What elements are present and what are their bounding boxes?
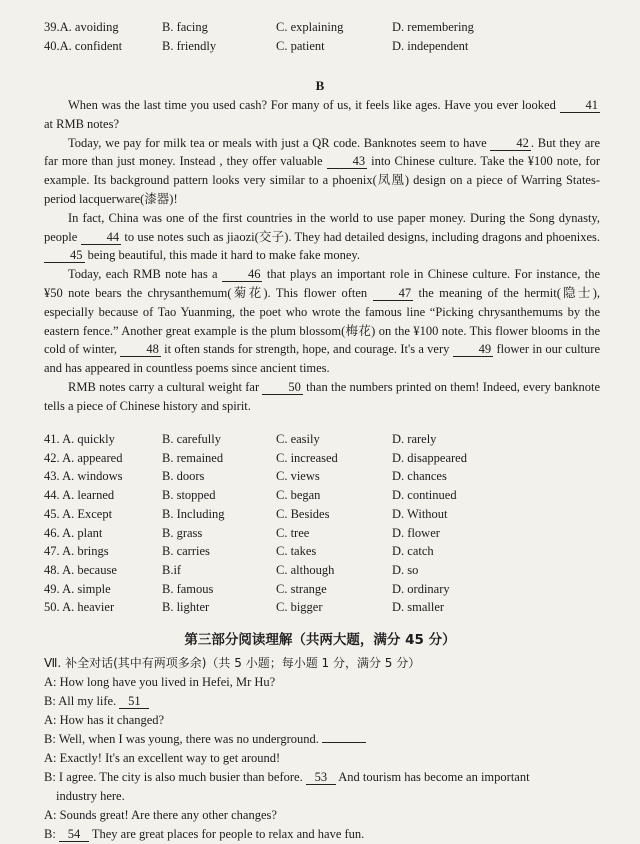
option-a: 42. A. appeared	[44, 450, 123, 465]
option-row	[0, 598, 640, 616]
blank-45: 45	[44, 248, 85, 263]
option-c: C. takes	[276, 544, 317, 559]
option-b: B. stopped	[162, 488, 216, 503]
option-40-c: C. patient	[276, 39, 325, 53]
option-row	[0, 505, 640, 523]
option-c: C. easily	[276, 432, 320, 446]
option-b: B. carries	[162, 544, 210, 559]
blank-44: 44	[81, 230, 122, 245]
option-d: D. chances	[392, 469, 447, 484]
option-row	[0, 542, 640, 560]
option-b: B. lighter	[162, 600, 210, 615]
dialogue-line-4: B: Well, when I was young, there was no underground.	[44, 730, 604, 749]
option-b: B. famous	[162, 581, 214, 596]
blank-47: 47	[373, 286, 414, 301]
blank-53: 53	[306, 770, 336, 785]
part3-title: 第三部分阅读理解（共两大题，满分 45 分）	[184, 632, 456, 648]
blank-43: 43	[327, 154, 368, 169]
option-40-a: 40.A. confident	[44, 39, 123, 53]
option-row	[0, 449, 640, 467]
option-a: 41. A. quickly	[44, 432, 115, 446]
dialogue-line-3: A: How has it changed?	[44, 713, 165, 727]
option-d: D. Without	[392, 506, 448, 521]
option-a: 49. A. simple	[44, 581, 111, 596]
option-row-39	[0, 18, 640, 36]
option-b: B. doors	[162, 469, 205, 484]
blank-48: 48	[120, 342, 161, 357]
option-d: D. rarely	[392, 432, 437, 446]
option-b: B. Including	[162, 506, 225, 521]
option-39-d: D. remembering	[392, 20, 474, 34]
blank-46: 46	[222, 267, 263, 282]
blank-52	[322, 742, 366, 743]
option-d: D. disappeared	[392, 450, 467, 465]
dialogue-line-1: A: How long have you lived in Hefei, Mr Hu?	[44, 675, 276, 689]
blank-54: 54	[59, 827, 89, 842]
option-d: D. continued	[392, 488, 457, 503]
option-39-c: C. explaining	[276, 20, 344, 34]
option-b: B.if	[162, 562, 182, 577]
blank-50: 50	[262, 380, 303, 395]
option-c: C. began	[276, 488, 321, 503]
option-a: 45. A. Except	[44, 506, 113, 521]
dialogue-line-5: A: Exactly! It's an excellent way to get around!	[44, 751, 281, 765]
paragraph-3: In fact, China was one of the first countries in the world to use paper money. During the Song dynasty, people 44 to use notes such as jiaozi(交子). They had detailed designs, including dragons and phoenixes. 45 being beautiful, this made it hard to make fake money.	[44, 210, 600, 263]
dialogue-heading: Ⅶ. 补全对话(其中有两项多余)（共 5 小题；每小题 1 分，满分 5 分）	[44, 656, 421, 670]
option-c: C. Besides	[276, 506, 330, 521]
dialogue-line-2: B: All my life. 51	[44, 692, 604, 711]
option-d: D. ordinary	[392, 581, 450, 596]
cloze-passage	[44, 96, 600, 416]
paragraph-4: Today, each RMB note has a 46 that plays an important role in Chinese culture. For instance, the ¥50 note bears the chrysanthemum(菊花). This flower often 47 the meaning of the hermit(隐士), especially because of Tao Yuanming, the poet who wrote the famous line “Picking chrysanthemums by the eastern fence.” Another great example is the plum blossom(梅花) on the ¥100 note. This flower blooms in the cold of winter, 48 it often stands for strength, hope, and courage. It's a very 49 flower in our culture and has appeared in countless poems since ancient times.	[44, 267, 601, 376]
dialogue	[44, 654, 604, 844]
option-d: D. catch	[392, 544, 434, 559]
option-b: B. carefully	[162, 432, 222, 446]
option-b: B. grass	[162, 525, 203, 540]
option-row	[0, 430, 640, 448]
option-a: 44. A. learned	[44, 488, 115, 503]
option-row	[0, 486, 640, 504]
paragraph-2: Today, we pay for milk tea or meals with just a QR code. Banknotes seem to have 42 . But they are far more than just money. Instead , they offer valuable 43 into Chinese culture. Take the ¥100 note, for example. Its background pattern looks very similar to a phoenix(凤凰) design on a piece of Warring States-period lacquerware(漆器)!	[44, 135, 601, 206]
option-row	[0, 561, 640, 579]
option-c: C. strange	[276, 581, 327, 596]
option-d: D. flower	[392, 525, 440, 540]
option-row	[0, 580, 640, 598]
option-d: D. so	[392, 562, 419, 577]
option-c: C. tree	[276, 525, 310, 540]
blank-42: 42	[490, 136, 531, 151]
option-row	[0, 467, 640, 485]
option-a: 50. A. heavier	[44, 600, 115, 615]
option-a: 47. A. brings	[44, 544, 109, 559]
option-b: B. remained	[162, 450, 224, 465]
option-39-b: B. facing	[162, 20, 208, 34]
dialogue-line-6: B: I agree. The city is also much busier than before. 53 And tourism has become an important	[44, 770, 530, 784]
option-a: 43. A. windows	[44, 469, 123, 484]
option-a: 48. A. because	[44, 562, 117, 577]
option-c: C. although	[276, 562, 335, 577]
dialogue-line-7: A: Sounds great! Are there any other changes?	[44, 808, 277, 822]
option-40-d: D. independent	[392, 39, 469, 53]
option-c: C. bigger	[276, 600, 323, 615]
option-row	[0, 524, 640, 542]
blank-41: 41	[560, 98, 601, 113]
blank-51: 51	[119, 694, 149, 709]
option-c: C. increased	[276, 450, 338, 465]
dialogue-line-8: B: 54 They are great places for people to relax and have fun.	[44, 827, 365, 841]
option-d: D. smaller	[392, 600, 445, 615]
paragraph-5: RMB notes carry a cultural weight far 50 than the numbers printed on them! Indeed, every banknote tells a piece of Chinese history and spirit.	[44, 379, 600, 413]
paragraph-1: When was the last time you used cash? For many of us, it feels like ages. Have you ever looked 41 at RMB notes?	[44, 98, 598, 131]
blank-49: 49	[453, 342, 494, 357]
option-c: C. views	[276, 469, 320, 484]
option-a: 46. A. plant	[44, 525, 103, 540]
option-row-40	[0, 37, 640, 55]
dialogue-line-6-cont: industry here.	[56, 789, 125, 803]
option-40-b: B. friendly	[162, 39, 217, 53]
option-39-a: 39.A. avoiding	[44, 20, 119, 34]
section-b-title: B	[315, 78, 325, 93]
